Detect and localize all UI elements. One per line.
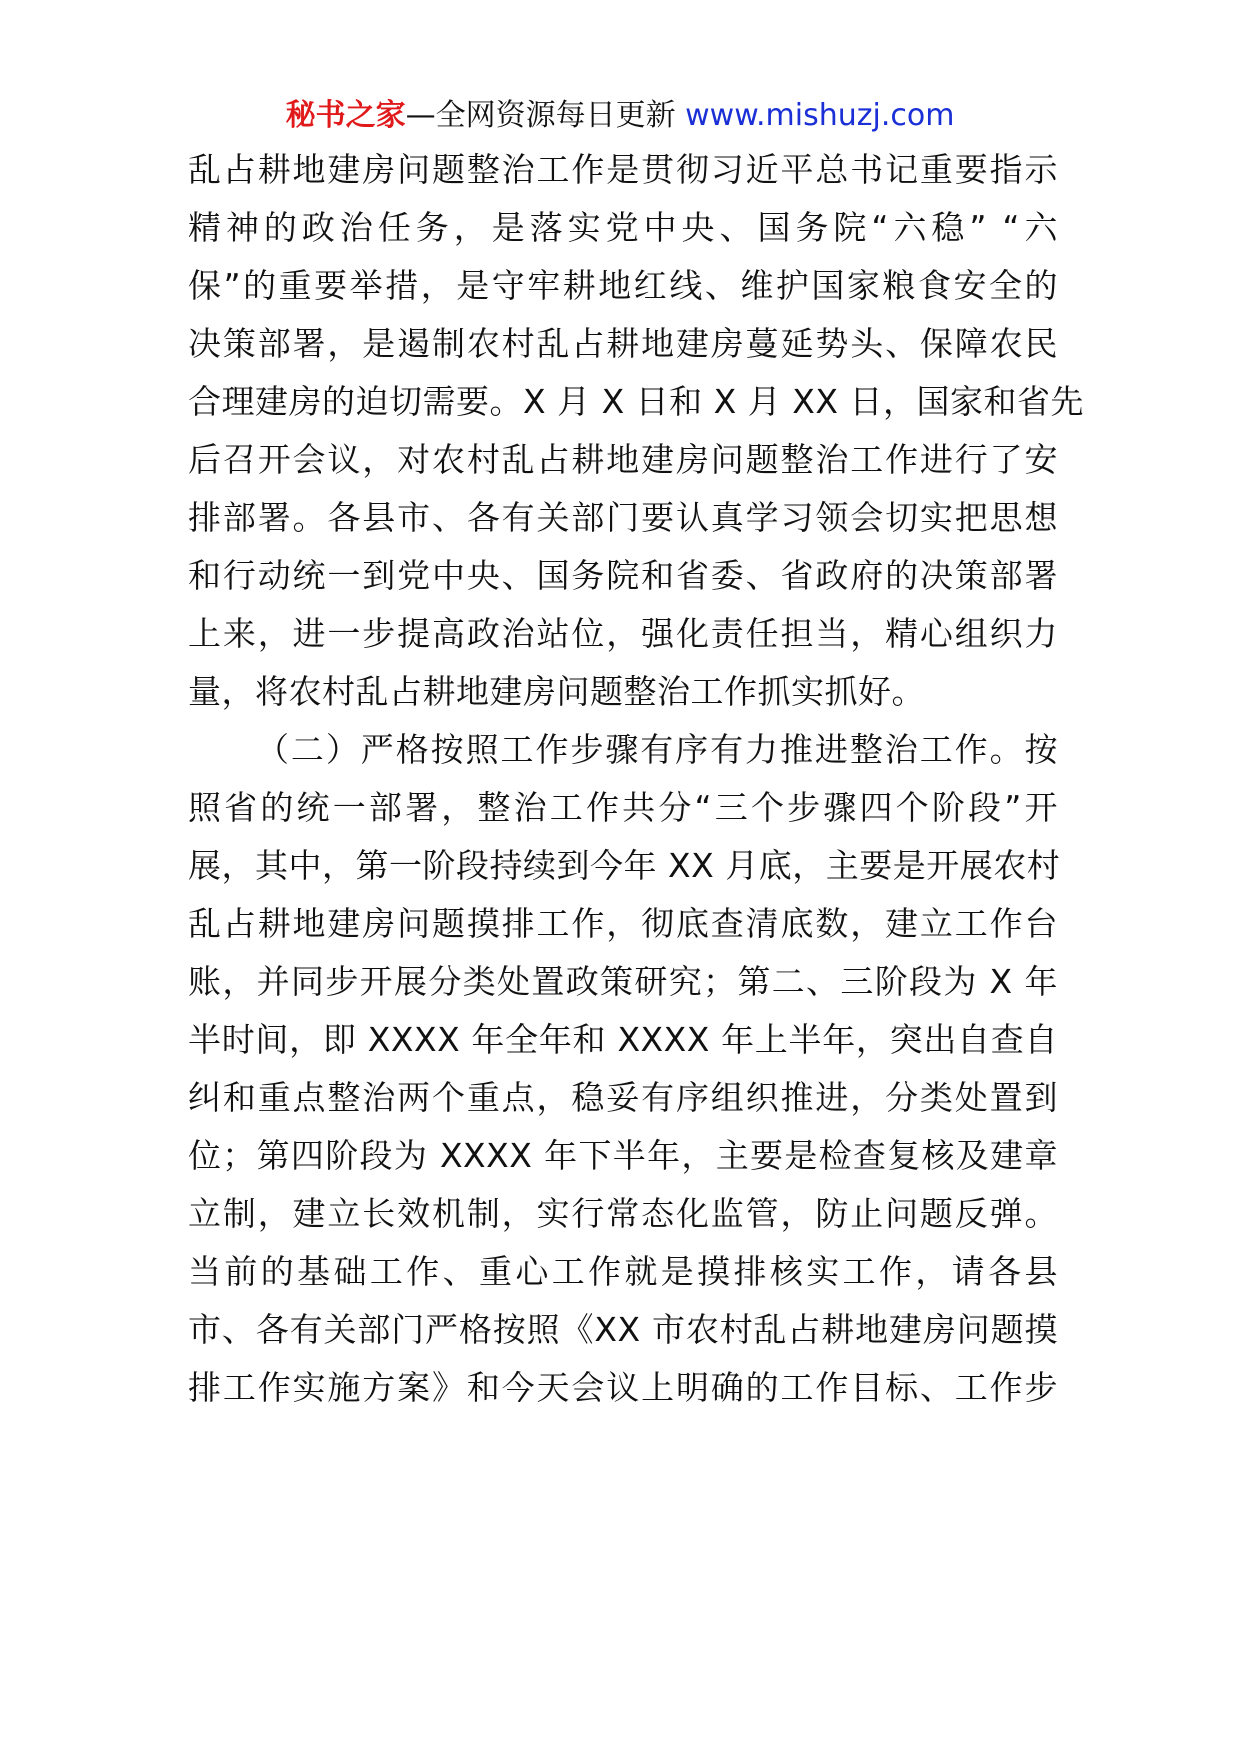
text-line: 乱占耕地建房问题摸排工作，彻底查清底数，建立工作台: [188, 904, 1058, 943]
text-line: 当前的基础工作、重心工作就是摸排核实工作，请各县: [188, 1252, 1058, 1291]
brand-name: 秘书之家: [285, 98, 406, 133]
text-line: 排部署。各县市、各有关部门要认真学习领会切实把思想: [188, 498, 1058, 537]
text-line: 量，将农村乱占耕地建房问题整治工作抓实抓好。: [188, 672, 925, 711]
text-line: 保”的重要举措，是守牢耕地红线、维护国家粮食安全的: [188, 266, 1058, 305]
text-line: 决策部署，是遏制农村乱占耕地建房蔓延势头、保障农民: [188, 324, 1058, 363]
text-line: 上来，进一步提高政治站位，强化责任担当，精心组织力: [188, 614, 1058, 653]
text-line: 精神的政治任务，是落实党中央、国务院“六稳” “六: [188, 208, 1058, 247]
text-line: 合理建房的迫切需要。X 月 X 日和 X 月 XX 日，国家和省先: [188, 382, 1084, 421]
section-heading-line: （二）严格按照工作步骤有序有力推进整治工作。按: [256, 730, 1058, 769]
site-url-link[interactable]: www.mishuzj.com: [685, 98, 955, 133]
text-line: 乱占耕地建房问题整治工作是贯彻习近平总书记重要指示: [188, 150, 1058, 189]
text-line: 立制，建立长效机制，实行常态化监管，防止问题反弹。: [188, 1194, 1058, 1233]
text-line: 半时间，即 XXXX 年全年和 XXXX 年上半年，突出自查自: [188, 1020, 1058, 1059]
text-line: 展，其中，第一阶段持续到今年 XX 月底，主要是开展农村: [188, 846, 1061, 885]
header-tagline: —全网资源每日更新: [405, 98, 686, 133]
text-line: 账，并同步开展分类处置政策研究；第二、三阶段为 X 年: [188, 962, 1058, 1001]
text-line: 和行动统一到党中央、国务院和省委、省政府的决策部署: [188, 556, 1058, 595]
text-line: 位；第四阶段为 XXXX 年下半年，主要是检查复核及建章: [188, 1136, 1058, 1175]
site-header: [0, 96, 1240, 136]
text-line: 照省的统一部署，整治工作共分“三个步骤四个阶段”开: [188, 788, 1058, 827]
text-line: 纠和重点整治两个重点，稳妥有序组织推进，分类处置到: [188, 1078, 1058, 1117]
text-line: 排工作实施方案》和今天会议上明确的工作目标、工作步: [188, 1368, 1058, 1407]
text-line: 后召开会议，对农村乱占耕地建房问题整治工作进行了安: [188, 440, 1058, 479]
text-line: 市、各有关部门严格按照《XX 市农村乱占耕地建房问题摸: [188, 1310, 1058, 1349]
